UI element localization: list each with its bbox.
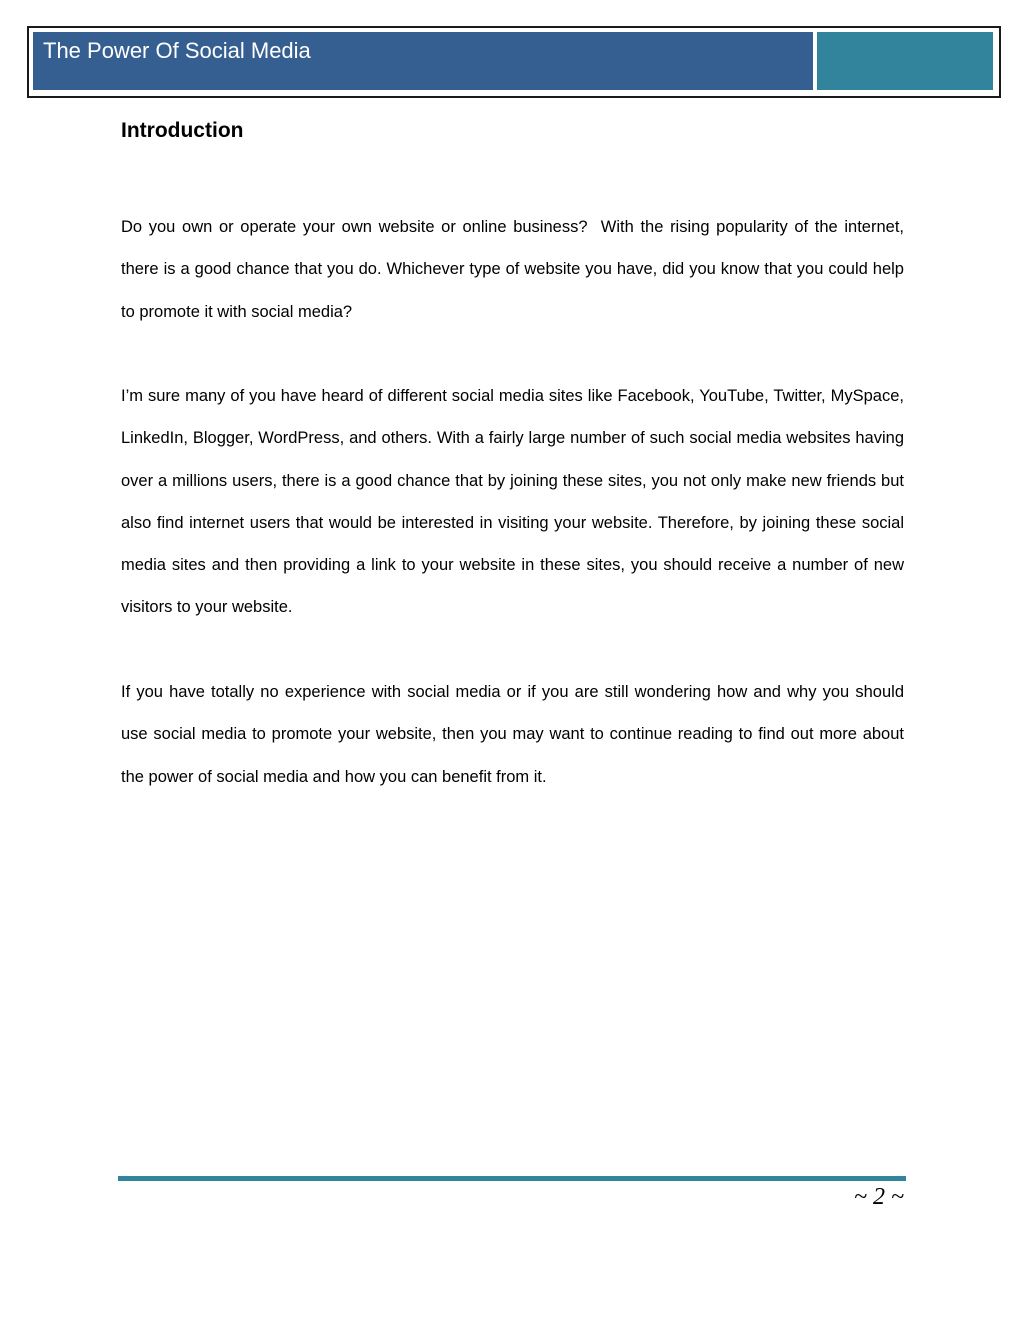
page-number: ~ 2 ~ — [854, 1184, 904, 1210]
section-heading: Introduction — [121, 119, 244, 142]
paragraph-2: I’m sure many of you have heard of different social media sites like Facebook, YouTube, Twitter, MySpace, LinkedIn, Blogger, WordPress, and others. With a fairly large number of such social media websites having over a millions users, there is a good chance that by joining these sites, you not only make new friends but also find internet users that would be interested in visiting your website. Therefore, by joining these social media sites and then providing a link to your website in these sites, you should receive a number of new visitors to your website. — [121, 387, 904, 617]
header-title-band — [33, 32, 813, 90]
header-accent-band — [817, 32, 993, 90]
page-header — [27, 26, 1001, 98]
paragraph-3: If you have totally no experience with social media or if you are still wondering how and why you should use social media to promote your website, then you may want to continue reading to find out more about the power of social media and how you can benefit from it. — [121, 683, 904, 786]
footer-divider — [118, 1176, 906, 1181]
paragraph-1: Do you own or operate your own website or online business? With the rising popularity of the internet, there is a good chance that you do. Whichever type of website you have, did you know that you could help to promote it with social media? — [121, 218, 904, 321]
document-title: The Power Of Social Media — [43, 38, 311, 63]
